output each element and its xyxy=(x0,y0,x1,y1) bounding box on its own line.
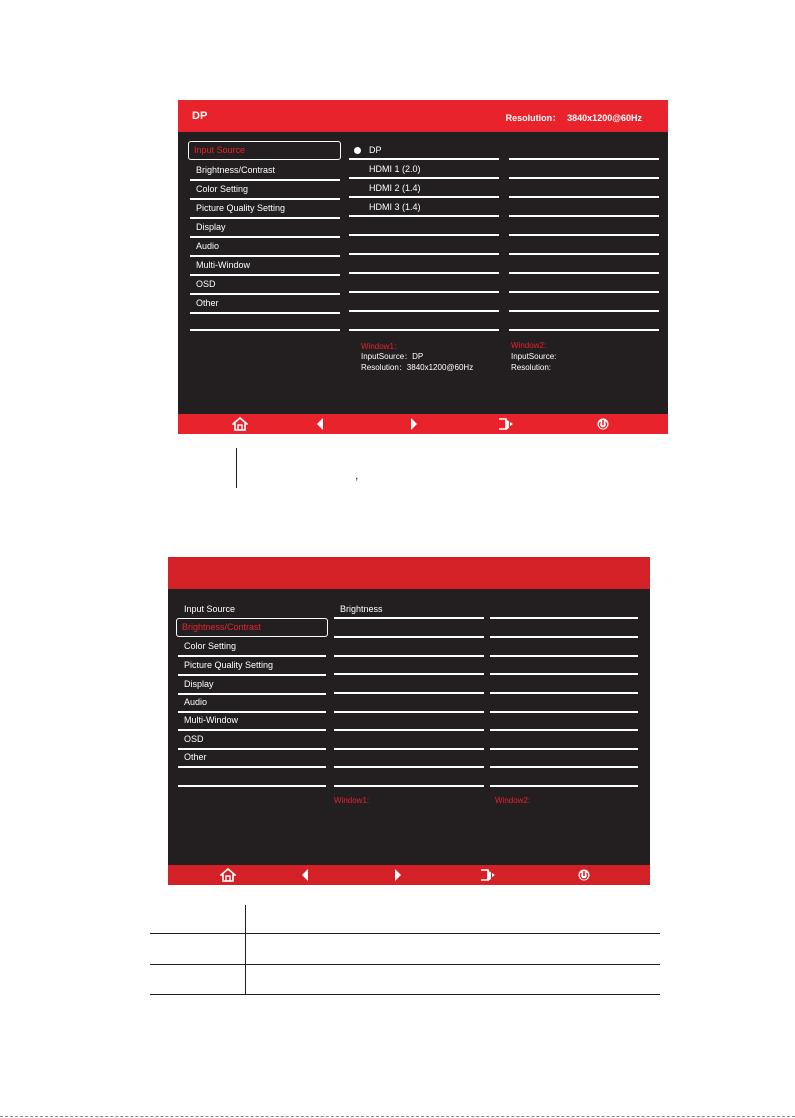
window2-title: Window2: xyxy=(511,341,547,350)
menu-item-audio[interactable]: Audio xyxy=(190,238,340,257)
divider xyxy=(334,711,484,713)
divider xyxy=(509,291,659,293)
divider xyxy=(509,177,659,179)
power-icon[interactable] xyxy=(576,868,592,882)
option-hdmi1[interactable]: HDMI 1 (2.0) xyxy=(369,164,421,174)
menu-item-other[interactable]: Other xyxy=(190,295,340,314)
osd-panel-brightness-contrast xyxy=(168,557,650,885)
window1-title: Window1: xyxy=(334,796,370,805)
divider xyxy=(509,215,659,217)
divider xyxy=(490,766,638,768)
osd-footer xyxy=(168,865,650,885)
menu-item-color-setting[interactable]: Color Setting xyxy=(178,638,326,657)
divider xyxy=(334,692,484,694)
divider xyxy=(490,748,638,750)
divider xyxy=(509,310,659,312)
selected-dot-icon xyxy=(354,147,361,154)
divider xyxy=(490,729,638,731)
divider xyxy=(349,329,499,331)
exit-icon[interactable] xyxy=(498,417,514,431)
divider xyxy=(490,636,638,638)
divider xyxy=(490,617,638,619)
home-icon[interactable] xyxy=(220,868,236,882)
menu-item-empty xyxy=(178,768,326,787)
menu-item-picture-quality[interactable]: Picture Quality Setting xyxy=(178,657,326,676)
window1-resolution: Resolution：3840x1200@60Hz xyxy=(361,363,474,372)
divider xyxy=(349,158,499,160)
divider xyxy=(349,272,499,274)
option-hdmi3[interactable]: HDMI 3 (1.4) xyxy=(369,202,421,212)
divider xyxy=(490,673,638,675)
divider xyxy=(236,448,237,488)
osd-panel-input-source xyxy=(178,100,668,434)
divider xyxy=(334,766,484,768)
divider xyxy=(490,711,638,713)
menu-item-osd[interactable]: OSD xyxy=(190,276,340,295)
comma-mark: , xyxy=(355,468,359,482)
osd-footer xyxy=(178,414,668,434)
divider xyxy=(349,234,499,236)
menu-item-multi-window[interactable]: Multi-Window xyxy=(178,712,326,731)
divider xyxy=(334,617,484,619)
osd-header xyxy=(168,557,650,589)
divider xyxy=(349,291,499,293)
table-row-line xyxy=(150,933,660,934)
menu-item-display[interactable]: Display xyxy=(190,219,340,238)
resolution-value: 3840x1200@60Hz xyxy=(567,113,642,123)
menu-item-osd[interactable]: OSD xyxy=(178,731,326,750)
divider xyxy=(334,729,484,731)
menu-item-multi-window[interactable]: Multi-Window xyxy=(190,257,340,276)
divider xyxy=(490,785,638,787)
menu-item-brightness-contrast[interactable]: Brightness/Contrast xyxy=(190,162,340,181)
window2-input-source: InputSource: xyxy=(511,352,557,361)
resolution-label: Resolution： xyxy=(505,113,562,123)
option-brightness[interactable]: Brightness xyxy=(340,604,383,614)
divider xyxy=(334,785,484,787)
option-dp[interactable]: DP xyxy=(354,145,382,155)
divider xyxy=(509,253,659,255)
exit-icon[interactable] xyxy=(480,868,496,882)
menu-item-audio[interactable]: Audio xyxy=(178,694,326,713)
divider xyxy=(509,158,659,160)
window2-title: Window2: xyxy=(495,796,531,805)
source-title: DP xyxy=(192,110,208,122)
divider xyxy=(509,234,659,236)
menu-item-input-source[interactable]: Input Source xyxy=(188,141,341,160)
option-hdmi2[interactable]: HDMI 2 (1.4) xyxy=(369,183,421,193)
left-arrow-icon[interactable] xyxy=(313,417,329,431)
menu-item-input-source[interactable]: Input Source xyxy=(184,604,236,614)
menu-item-color-setting[interactable]: Color Setting xyxy=(190,181,340,200)
menu-item-picture-quality[interactable]: Picture Quality Setting xyxy=(190,200,340,219)
window1-input-source: InputSource：DP xyxy=(361,352,424,361)
divider xyxy=(349,253,499,255)
divider xyxy=(509,272,659,274)
home-icon[interactable] xyxy=(232,417,248,431)
resolution-readout xyxy=(506,111,642,124)
table-row-line xyxy=(150,994,660,995)
menu-item-display[interactable]: Display xyxy=(178,676,326,695)
divider xyxy=(334,636,484,638)
power-icon[interactable] xyxy=(595,417,611,431)
table-divider xyxy=(245,905,246,995)
right-arrow-icon[interactable] xyxy=(406,417,422,431)
right-arrow-icon[interactable] xyxy=(390,868,406,882)
window1-title: Window1： xyxy=(361,342,402,351)
divider xyxy=(349,215,499,217)
divider xyxy=(334,748,484,750)
divider xyxy=(349,177,499,179)
menu-item-other[interactable]: Other xyxy=(178,749,326,768)
divider xyxy=(349,196,499,198)
menu-item-empty xyxy=(190,312,340,331)
divider xyxy=(349,310,499,312)
table-row-line xyxy=(150,964,660,965)
divider xyxy=(334,673,484,675)
divider xyxy=(509,196,659,198)
divider xyxy=(490,692,638,694)
window2-resolution: Resolution: xyxy=(511,363,552,372)
osd-header xyxy=(178,100,668,132)
left-arrow-icon[interactable] xyxy=(298,868,314,882)
page-edge xyxy=(0,1116,795,1117)
divider xyxy=(334,655,484,657)
divider xyxy=(509,329,659,331)
menu-item-brightness-contrast[interactable]: Brightness/Contrast xyxy=(176,618,328,637)
divider xyxy=(490,655,638,657)
